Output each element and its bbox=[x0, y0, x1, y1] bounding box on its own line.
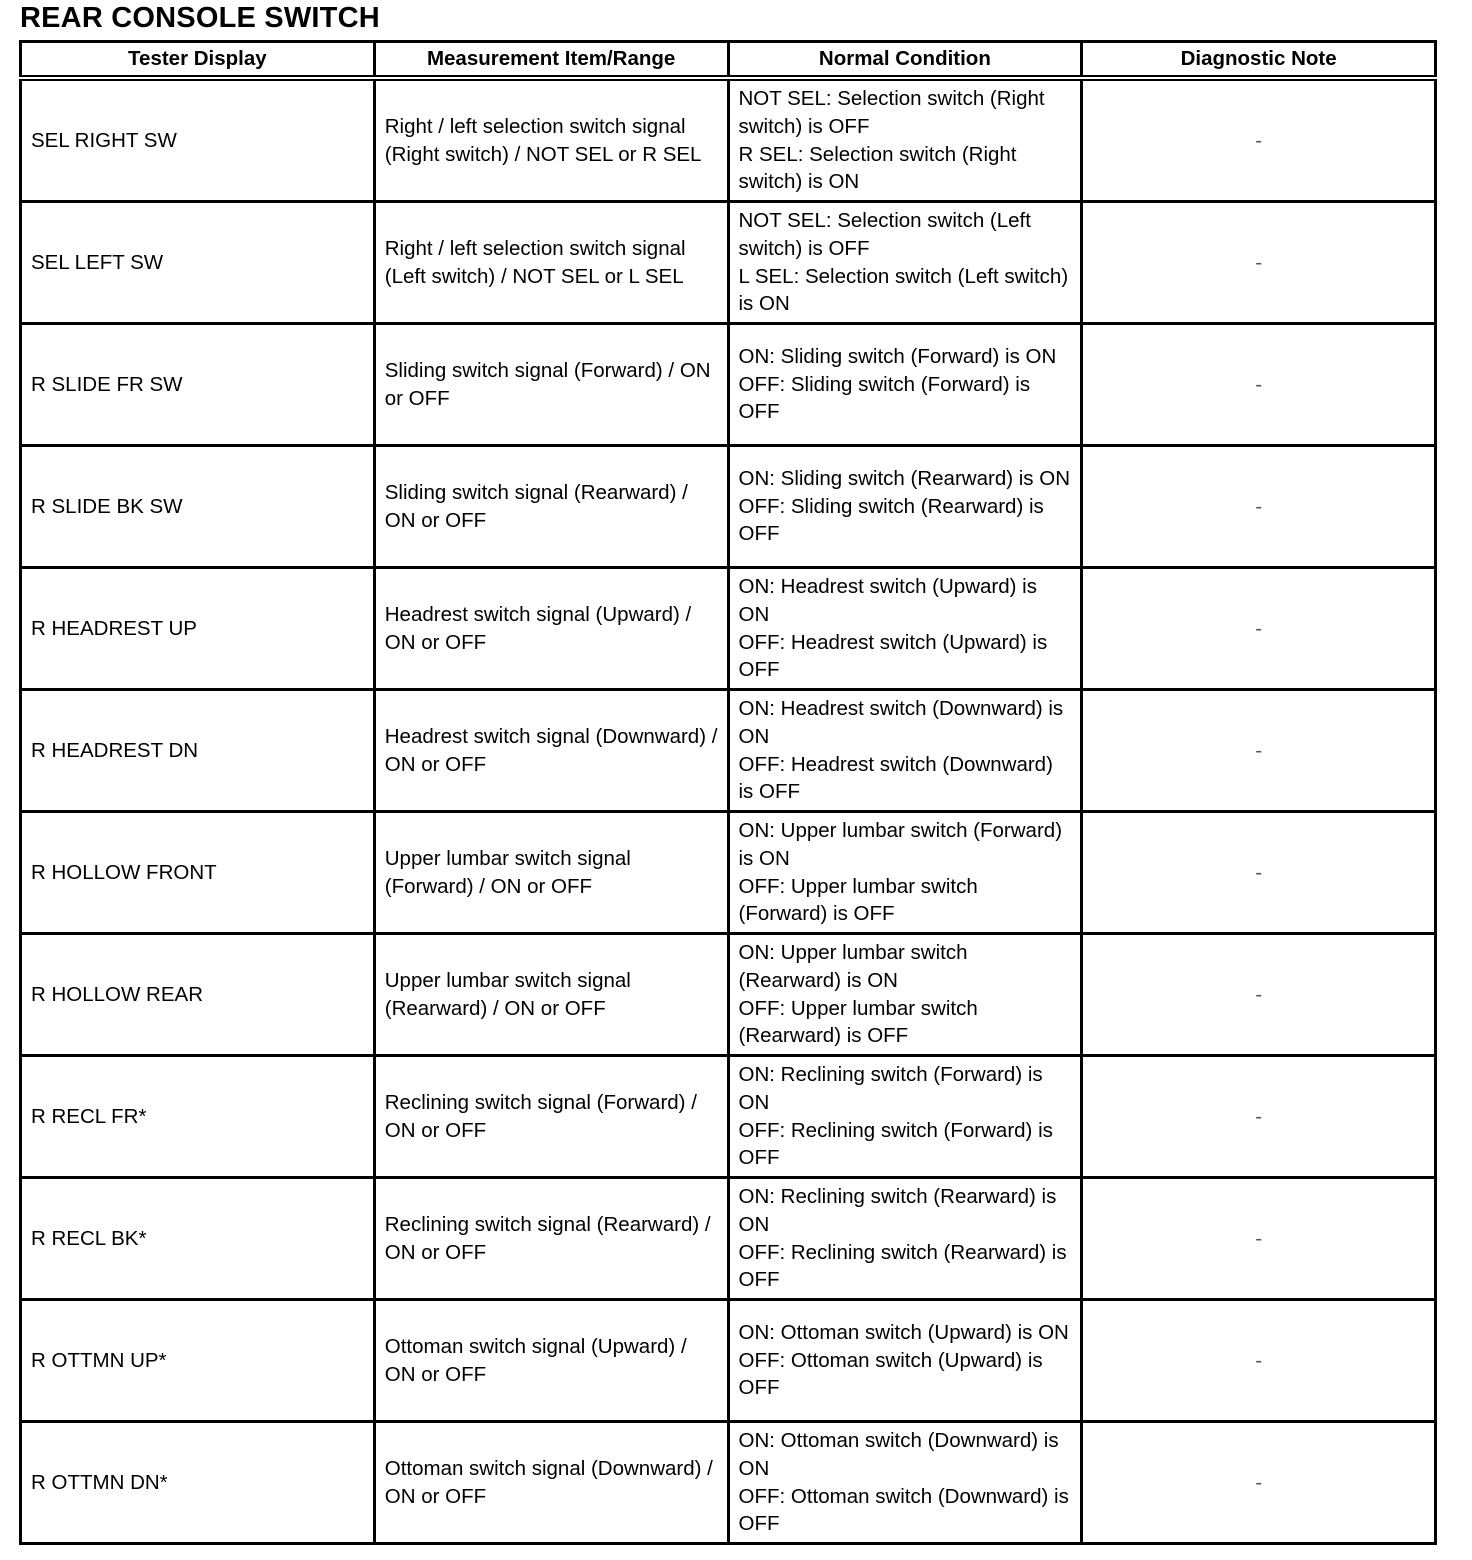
normal-condition-line: OFF: Upper lumbar switch (Rearward) is OFF bbox=[738, 996, 978, 1048]
normal-condition-cell bbox=[728, 1056, 1082, 1178]
measurement-item-cell: Upper lumbar switch signal (Forward) / ON or OFF bbox=[374, 812, 728, 934]
normal-condition-line: OFF: Reclining switch (Forward) is OFF bbox=[738, 1118, 1053, 1170]
diagnostic-note-cell: - bbox=[1082, 78, 1436, 202]
normal-condition-line: OFF: Reclining switch (Rearward) is OFF bbox=[738, 1240, 1067, 1292]
tester-display-cell: R HOLLOW FRONT bbox=[21, 812, 375, 934]
measurement-item-cell: Headrest switch signal (Upward) / ON or OFF bbox=[374, 568, 728, 690]
tester-display-cell: R OTTMN DN* bbox=[21, 1422, 375, 1544]
table-row bbox=[21, 1300, 1436, 1422]
table-row bbox=[21, 1056, 1436, 1178]
normal-condition-line: OFF: Sliding switch (Rearward) is OFF bbox=[738, 494, 1044, 546]
normal-condition-line: ON: Upper lumbar switch (Rearward) is ON bbox=[738, 941, 968, 992]
normal-condition-line: ON: Reclining switch (Rearward) is ON bbox=[738, 1185, 1057, 1236]
normal-condition-cell bbox=[728, 324, 1082, 446]
page-title: REAR CONSOLE SWITCH bbox=[20, 2, 380, 34]
normal-condition-cell bbox=[728, 446, 1082, 568]
tester-display-cell: R OTTMN UP* bbox=[21, 1300, 375, 1422]
measurement-item-cell: Upper lumbar switch signal (Rearward) / ON or OFF bbox=[374, 934, 728, 1056]
diagnostic-note-cell: - bbox=[1082, 812, 1436, 934]
measurement-item-cell: Reclining switch signal (Rearward) / ON or OFF bbox=[374, 1178, 728, 1300]
column-header-measurement-item: Measurement Item/Range bbox=[374, 42, 728, 79]
normal-condition-line: ON: Ottoman switch (Upward) is ON bbox=[738, 1321, 1069, 1345]
diagnostic-note-cell: - bbox=[1082, 1300, 1436, 1422]
table-row bbox=[21, 446, 1436, 568]
normal-condition-cell bbox=[728, 202, 1082, 324]
normal-condition-cell bbox=[728, 78, 1082, 202]
measurement-item-cell: Sliding switch signal (Forward) / ON or OFF bbox=[374, 324, 728, 446]
normal-condition-cell bbox=[728, 690, 1082, 812]
diagnostic-note-cell: - bbox=[1082, 1056, 1436, 1178]
normal-condition-cell bbox=[728, 934, 1082, 1056]
normal-condition-line: NOT SEL: Selection switch (Left switch) is OFF bbox=[738, 209, 1031, 260]
measurement-item-cell: Right / left selection switch signal (Left switch) / NOT SEL or L SEL bbox=[374, 202, 728, 324]
normal-condition-line: ON: Sliding switch (Rearward) is ON bbox=[738, 467, 1070, 491]
normal-condition-line: ON: Headrest switch (Downward) is ON bbox=[738, 697, 1064, 748]
tester-display-cell: R HEADREST UP bbox=[21, 568, 375, 690]
diagnostic-note-cell: - bbox=[1082, 446, 1436, 568]
normal-condition-cell bbox=[728, 1300, 1082, 1422]
normal-condition-line: OFF: Upper lumbar switch (Forward) is OFF bbox=[738, 874, 978, 926]
normal-condition-line: ON: Reclining switch (Forward) is ON bbox=[738, 1063, 1043, 1114]
normal-condition-line: ON: Sliding switch (Forward) is ON bbox=[738, 345, 1057, 369]
normal-condition-line: OFF: Ottoman switch (Downward) is OFF bbox=[738, 1484, 1069, 1536]
table-row bbox=[21, 812, 1436, 934]
measurement-item-cell: Ottoman switch signal (Upward) / ON or OFF bbox=[374, 1300, 728, 1422]
normal-condition-cell bbox=[728, 1422, 1082, 1544]
tester-display-cell: R HEADREST DN bbox=[21, 690, 375, 812]
diagnostic-note-cell: - bbox=[1082, 1178, 1436, 1300]
tester-display-cell: R RECL BK* bbox=[21, 1178, 375, 1300]
diagnostic-note-cell: - bbox=[1082, 324, 1436, 446]
table-row bbox=[21, 568, 1436, 690]
diagnostic-note-cell: - bbox=[1082, 568, 1436, 690]
table-row bbox=[21, 1422, 1436, 1544]
normal-condition-cell bbox=[728, 812, 1082, 934]
table-row bbox=[21, 324, 1436, 446]
column-header-tester-display: Tester Display bbox=[21, 42, 375, 79]
measurement-item-cell: Right / left selection switch signal (Right switch) / NOT SEL or R SEL bbox=[374, 78, 728, 202]
normal-condition-line: OFF: Headrest switch (Upward) is OFF bbox=[738, 630, 1048, 682]
table-row bbox=[21, 202, 1436, 324]
measurement-item-cell: Headrest switch signal (Downward) / ON or OFF bbox=[374, 690, 728, 812]
tester-display-cell: R HOLLOW REAR bbox=[21, 934, 375, 1056]
normal-condition-line: OFF: Sliding switch (Forward) is OFF bbox=[738, 372, 1031, 424]
normal-condition-line: OFF: Ottoman switch (Upward) is OFF bbox=[738, 1348, 1043, 1400]
normal-condition-line: NOT SEL: Selection switch (Right switch) is OFF bbox=[738, 87, 1045, 138]
diagnostic-note-cell: - bbox=[1082, 202, 1436, 324]
table-header-row bbox=[21, 42, 1436, 79]
measurement-item-cell: Sliding switch signal (Rearward) / ON or OFF bbox=[374, 446, 728, 568]
diagnostic-note-cell: - bbox=[1082, 690, 1436, 812]
diagnostic-note-cell: - bbox=[1082, 934, 1436, 1056]
table-row bbox=[21, 690, 1436, 812]
normal-condition-cell bbox=[728, 568, 1082, 690]
normal-condition-line: ON: Upper lumbar switch (Forward) is ON bbox=[738, 819, 1063, 870]
normal-condition-line: R SEL: Selection switch (Right switch) is ON bbox=[738, 142, 1017, 194]
tester-display-cell: R SLIDE BK SW bbox=[21, 446, 375, 568]
tester-display-cell: SEL LEFT SW bbox=[21, 202, 375, 324]
table-row bbox=[21, 78, 1436, 202]
measurement-item-cell: Reclining switch signal (Forward) / ON or OFF bbox=[374, 1056, 728, 1178]
normal-condition-line: ON: Headrest switch (Upward) is ON bbox=[738, 575, 1037, 626]
normal-condition-cell bbox=[728, 1178, 1082, 1300]
data-list-table bbox=[19, 40, 1437, 1545]
column-header-diagnostic-note: Diagnostic Note bbox=[1082, 42, 1436, 79]
table-row bbox=[21, 1178, 1436, 1300]
tester-display-cell: SEL RIGHT SW bbox=[21, 78, 375, 202]
tester-display-cell: R RECL FR* bbox=[21, 1056, 375, 1178]
diagnostic-note-cell: - bbox=[1082, 1422, 1436, 1544]
column-header-normal-condition: Normal Condition bbox=[728, 42, 1082, 79]
normal-condition-line: ON: Ottoman switch (Downward) is ON bbox=[738, 1429, 1059, 1480]
tester-display-cell: R SLIDE FR SW bbox=[21, 324, 375, 446]
table-row bbox=[21, 934, 1436, 1056]
measurement-item-cell: Ottoman switch signal (Downward) / ON or OFF bbox=[374, 1422, 728, 1544]
normal-condition-line: OFF: Headrest switch (Downward) is OFF bbox=[738, 752, 1053, 804]
normal-condition-line: L SEL: Selection switch (Left switch) is ON bbox=[738, 264, 1069, 316]
